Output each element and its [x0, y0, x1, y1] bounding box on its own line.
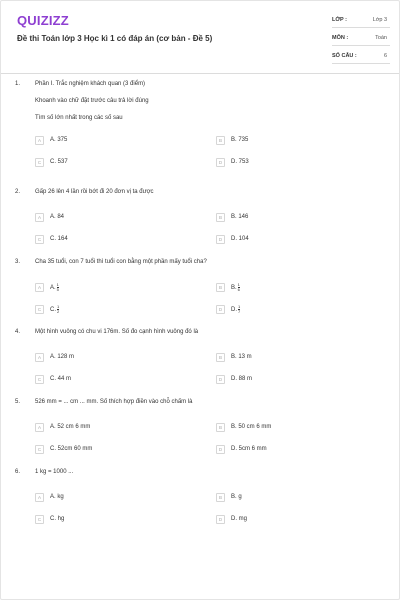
option-text: B. 146 — [231, 214, 249, 220]
meta-value: Lớp 3 — [372, 17, 387, 23]
question-text: Tìm số lớn nhất trong các số sau — [35, 115, 123, 121]
question-instruction: Khoanh vào chữ đặt trước câu trả lời đúng — [35, 98, 149, 104]
option-label — [231, 137, 248, 143]
question-list — [1, 73, 400, 531]
option-label — [231, 516, 247, 522]
answer-option-b[interactable] — [216, 212, 248, 222]
meta-label: MÔN : — [332, 35, 349, 41]
option-label — [50, 214, 64, 220]
option-text: A. 375 — [50, 137, 68, 143]
option-label — [50, 305, 59, 314]
option-text: B. g — [231, 494, 242, 500]
fraction-denominator: 5 — [56, 286, 59, 292]
question-text: 1 kg = 1000 ... — [35, 469, 74, 475]
answer-option-a[interactable] — [35, 135, 67, 145]
option-text: D. — [231, 306, 237, 313]
answer-option-d[interactable] — [216, 374, 252, 384]
option-label — [231, 305, 240, 314]
question-number: 5. — [15, 399, 21, 405]
meta-row-grade — [332, 13, 390, 28]
meta-row-question-count — [332, 49, 390, 64]
option-checkbox[interactable]: A — [35, 213, 44, 222]
question-5 — [1, 391, 400, 461]
option-label — [50, 283, 59, 292]
meta-value: 6 — [383, 53, 387, 59]
option-checkbox[interactable]: C — [35, 515, 44, 524]
option-checkbox[interactable]: A — [35, 423, 44, 432]
answer-option-d[interactable] — [216, 304, 240, 314]
question-text: Cha 35 tuổi, con 7 tuổi thì tuổi con bằng một phần mấy tuổi cha? — [35, 259, 207, 265]
option-checkbox[interactable]: A — [35, 353, 44, 362]
option-text: C. hg — [50, 516, 65, 522]
meta-row-subject — [332, 31, 390, 46]
option-checkbox[interactable]: D — [216, 375, 225, 384]
option-label — [50, 354, 74, 360]
option-checkbox[interactable]: B — [216, 136, 225, 145]
option-text: A. — [50, 284, 56, 291]
answer-option-a[interactable] — [35, 492, 64, 502]
option-text: C. 164 — [50, 236, 68, 242]
option-text: D. 104 — [231, 236, 249, 242]
question-number: 6. — [15, 469, 21, 475]
option-label — [50, 159, 68, 165]
answer-option-b[interactable] — [216, 135, 248, 145]
question-number: 4. — [15, 329, 21, 335]
option-label — [50, 137, 67, 143]
question-number: 2. — [15, 189, 21, 195]
meta-value: Toán — [375, 35, 387, 41]
answer-option-c[interactable] — [35, 234, 68, 244]
question-1 — [1, 73, 400, 181]
question-3 — [1, 251, 400, 321]
option-text: A. 52 cm 6 mm — [50, 424, 91, 430]
answer-option-c[interactable] — [35, 514, 64, 524]
fraction — [57, 283, 59, 292]
option-label — [50, 424, 90, 430]
question-4 — [1, 321, 400, 391]
option-text: A. 84 — [50, 214, 65, 220]
option-label — [50, 376, 71, 382]
answer-option-c[interactable] — [35, 304, 59, 314]
question-instruction: Phần I. Trắc nghiệm khách quan (3 điểm) — [35, 81, 146, 87]
question-2 — [1, 181, 400, 251]
fraction-denominator: 6 — [237, 286, 240, 292]
fraction-numerator: 1 — [237, 281, 240, 287]
answer-option-a[interactable] — [35, 422, 90, 432]
option-label — [231, 214, 248, 220]
option-checkbox[interactable]: D — [216, 158, 225, 167]
meta-label: LỚP : — [332, 17, 347, 23]
option-text: A. kg — [50, 494, 64, 500]
option-checkbox[interactable]: D — [216, 515, 225, 524]
answer-option-d[interactable] — [216, 444, 267, 454]
worksheet-meta — [332, 13, 390, 67]
fraction-numerator: 1 — [57, 303, 60, 309]
option-text: D. 753 — [231, 159, 249, 165]
option-checkbox[interactable]: A — [35, 136, 44, 145]
option-label — [50, 494, 64, 500]
option-checkbox[interactable]: D — [216, 305, 225, 314]
fraction — [238, 305, 240, 314]
answer-option-a[interactable] — [35, 282, 59, 292]
option-label — [231, 354, 252, 360]
answer-option-b[interactable] — [216, 492, 242, 502]
question-text: 526 mm = ... cm ... mm. Số thích hợp điền vào chỗ chấm là — [35, 399, 193, 405]
option-text: D. mg — [231, 516, 248, 522]
fraction-denominator: 7 — [238, 308, 241, 314]
answer-option-b[interactable] — [216, 422, 271, 432]
question-text: Gấp 26 lên 4 lần rồi bớt đi 20 đơn vị ta được — [35, 189, 154, 195]
option-text: B. 13 m — [231, 354, 252, 360]
option-text: D. 5cm 6 mm — [231, 446, 267, 452]
fraction — [57, 305, 59, 314]
option-label — [231, 376, 252, 382]
option-label — [231, 424, 271, 430]
answer-option-b[interactable] — [216, 352, 252, 362]
option-checkbox[interactable]: C — [35, 235, 44, 244]
option-checkbox[interactable]: C — [35, 305, 44, 314]
answer-option-d[interactable] — [216, 157, 249, 167]
option-label — [50, 236, 68, 242]
option-label — [231, 283, 240, 292]
question-number: 3. — [15, 259, 21, 265]
question-number: 1. — [15, 81, 21, 87]
option-checkbox[interactable]: C — [35, 375, 44, 384]
option-label — [50, 516, 64, 522]
option-text: D. 88 m — [231, 376, 253, 382]
worksheet-title: Đề thi Toán lớp 3 Học kì 1 có đáp án (cơ bản - Đề 5) — [17, 34, 213, 43]
answer-option-d[interactable] — [216, 234, 249, 244]
option-label — [50, 446, 92, 452]
option-checkbox[interactable]: D — [216, 445, 225, 454]
option-text: B. 50 cm 6 mm — [231, 424, 272, 430]
option-checkbox[interactable]: C — [35, 445, 44, 454]
option-checkbox[interactable]: C — [35, 158, 44, 167]
fraction — [238, 283, 240, 292]
option-label — [231, 494, 242, 500]
option-checkbox[interactable]: B — [216, 213, 225, 222]
option-text: B. 735 — [231, 137, 249, 143]
quizizz-logo: QUIZIZZ — [17, 13, 69, 28]
option-checkbox[interactable]: B — [216, 423, 225, 432]
fraction-numerator: 1 — [56, 281, 59, 287]
question-6 — [1, 461, 400, 531]
option-label — [231, 446, 267, 452]
option-text: B. — [231, 284, 237, 291]
option-checkbox[interactable]: A — [35, 493, 44, 502]
answer-option-c[interactable] — [35, 444, 92, 454]
answer-option-a[interactable] — [35, 352, 74, 362]
option-label — [231, 159, 249, 165]
fraction-denominator: 2 — [57, 308, 60, 314]
option-text: A. 128 m — [50, 354, 75, 360]
answer-option-c[interactable] — [35, 157, 68, 167]
answer-option-a[interactable] — [35, 212, 64, 222]
option-label — [231, 236, 249, 242]
option-checkbox[interactable]: A — [35, 283, 44, 292]
option-checkbox[interactable]: B — [216, 493, 225, 502]
question-text: Một hình vuông có chu vi 176m. Số đo cạnh hình vuông đó là — [35, 329, 199, 335]
option-text: C. 52cm 60 mm — [50, 446, 93, 452]
fraction-numerator: 1 — [238, 303, 241, 309]
meta-label: SỐ CÂU : — [332, 53, 357, 59]
answer-option-d[interactable] — [216, 514, 247, 524]
option-text: C. 537 — [50, 159, 68, 165]
option-checkbox[interactable]: D — [216, 235, 225, 244]
option-checkbox[interactable]: B — [216, 283, 225, 292]
worksheet-header — [1, 1, 399, 74]
option-checkbox[interactable]: B — [216, 353, 225, 362]
answer-option-b[interactable] — [216, 282, 240, 292]
answer-option-c[interactable] — [35, 374, 71, 384]
option-text: C. — [50, 306, 56, 313]
option-text: C. 44 m — [50, 376, 72, 382]
